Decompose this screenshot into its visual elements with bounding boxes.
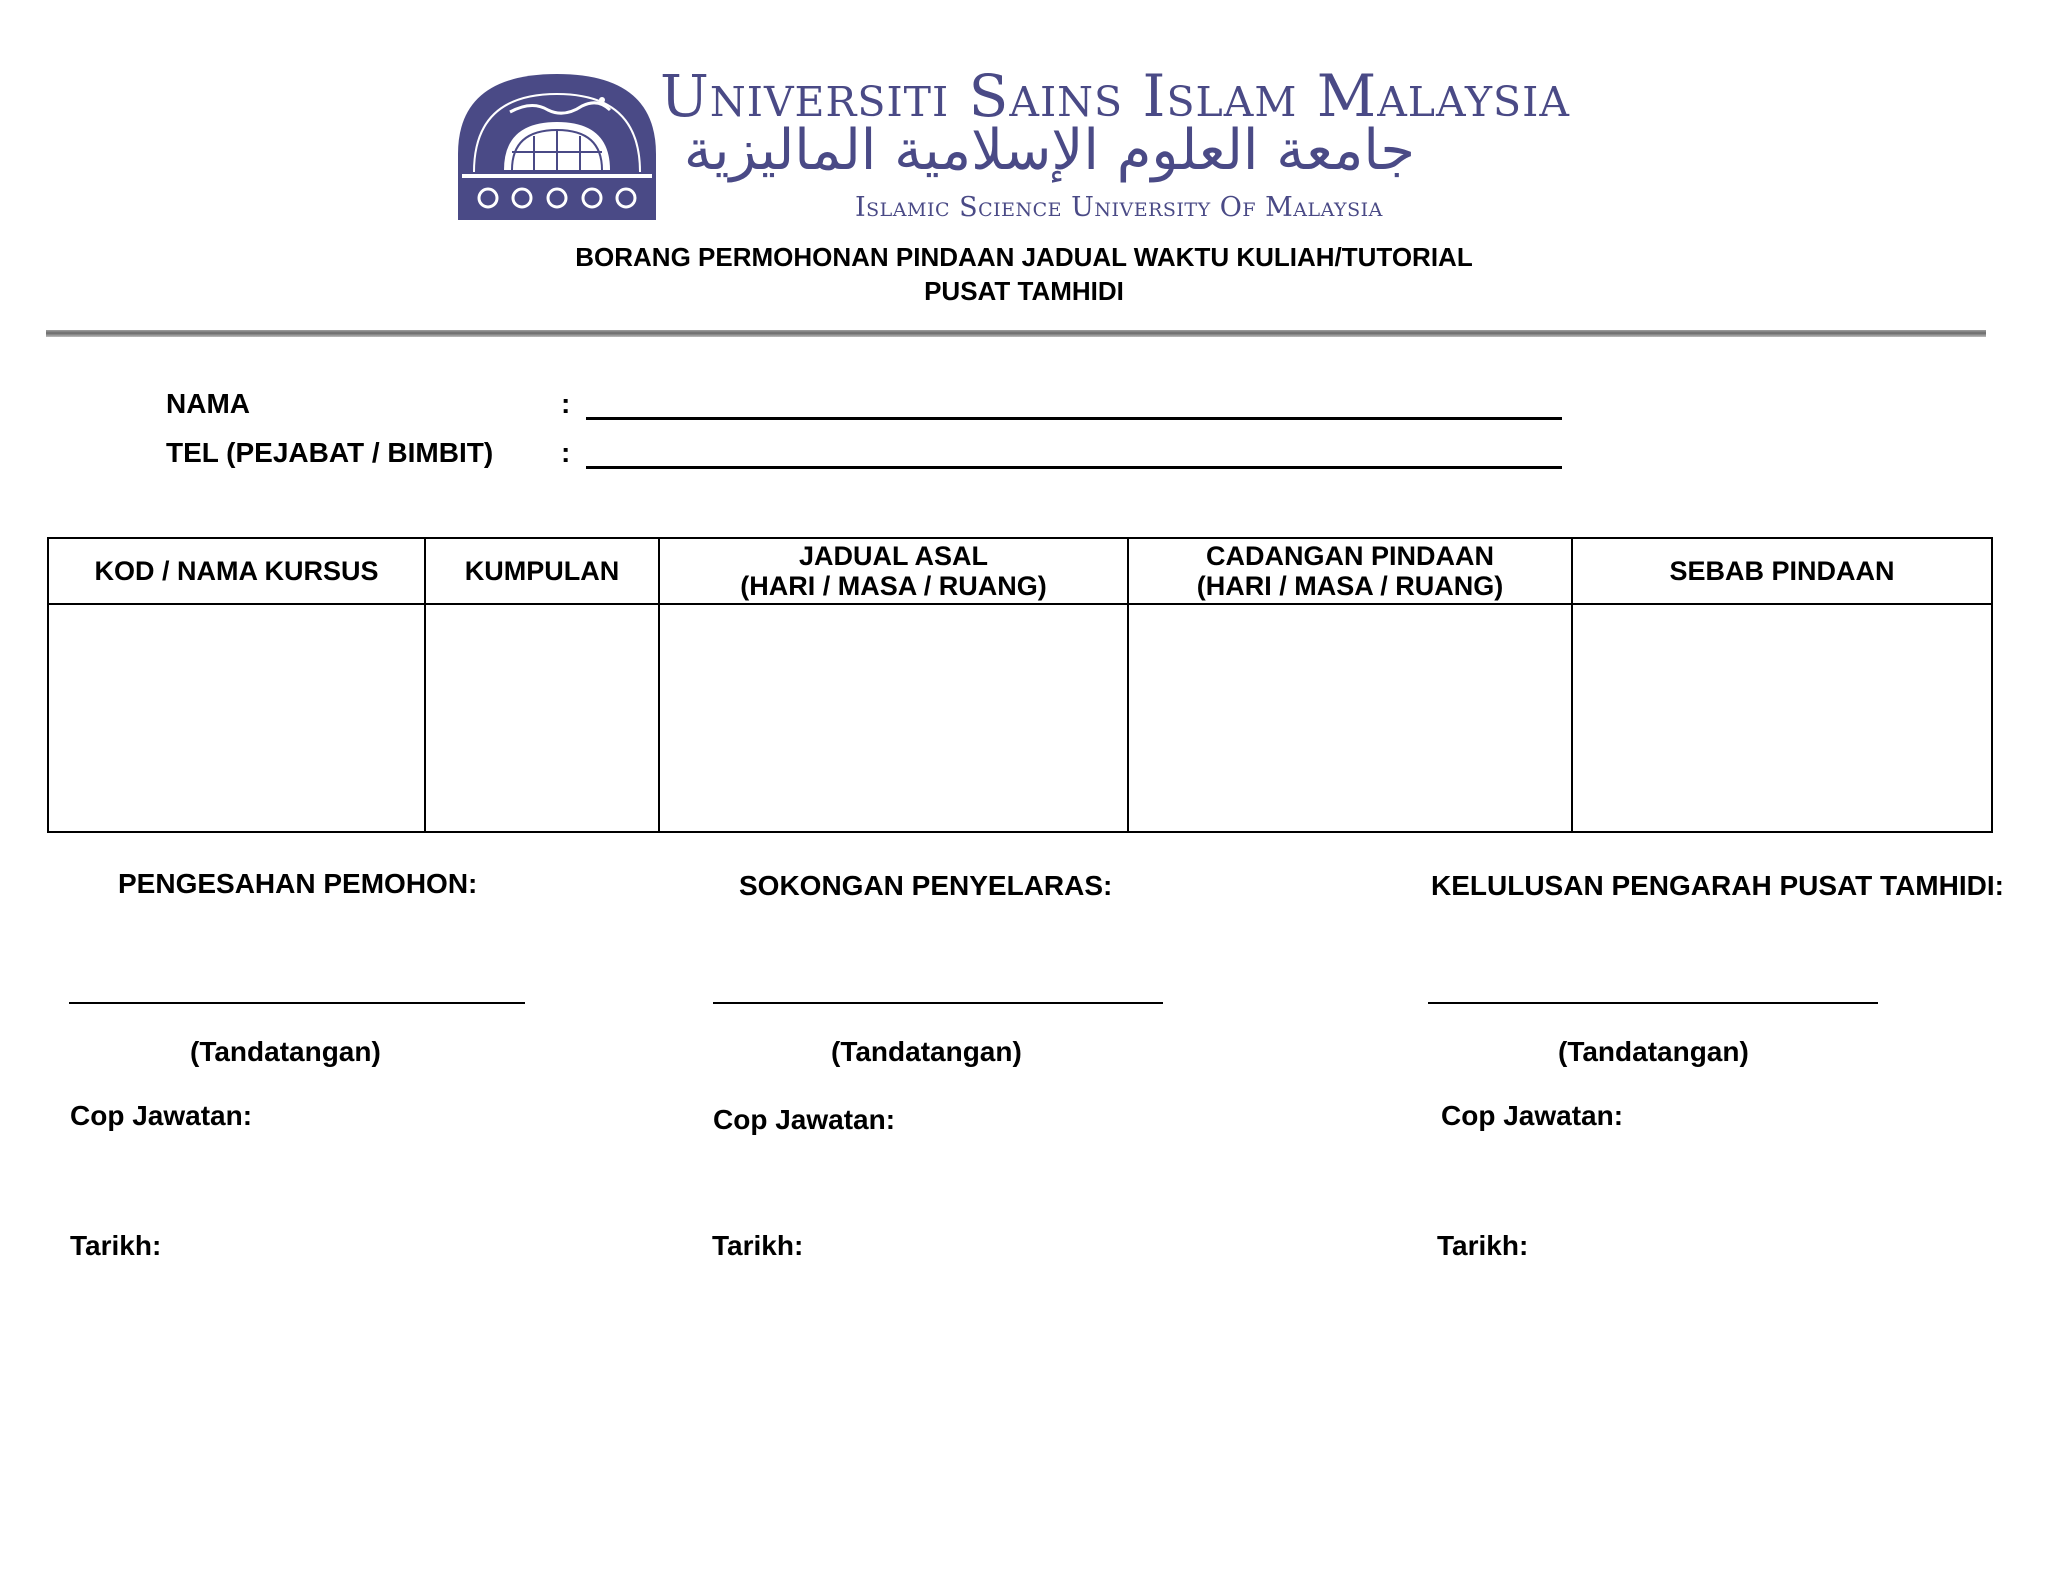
- coordinator-signature-caption: (Tandatangan): [831, 1036, 1022, 1067]
- director-approval-heading: KELULUSAN PENGARAH PUSAT TAMHIDI:: [1431, 870, 2004, 901]
- university-name-arabic: جامعة العلوم الإسلامية الماليزية: [683, 118, 1415, 183]
- director-date-label: Tarikh:: [1437, 1230, 1529, 1261]
- table-row: [48, 604, 1992, 832]
- form-title: BORANG PERMOHONAN PINDAAN JADUAL WAKTU KULIAH/TUTORIAL: [575, 242, 1473, 272]
- cell-course-code[interactable]: [48, 604, 425, 832]
- header-proposed-amendment: CADANGAN PINDAAN (HARI / MASA / RUANG): [1128, 538, 1572, 604]
- header-course-code: KOD / NAMA KURSUS: [48, 538, 425, 604]
- phone-colon: :: [561, 437, 571, 468]
- amendment-table: [47, 537, 1993, 833]
- director-stamp-label: Cop Jawatan:: [1441, 1100, 1624, 1131]
- phone-input-line[interactable]: [586, 466, 1562, 469]
- header-divider: [46, 330, 1986, 337]
- cell-amendment-reason[interactable]: [1572, 604, 1992, 832]
- applicant-signature-line[interactable]: [69, 1002, 525, 1004]
- cell-group[interactable]: [425, 604, 659, 832]
- header-amendment-reason: SEBAB PINDAAN: [1572, 538, 1992, 604]
- table-header-row: [48, 538, 1992, 604]
- applicant-signature-caption: (Tandatangan): [190, 1036, 381, 1067]
- phone-label: TEL (PEJABAT / BIMBIT): [166, 437, 494, 468]
- applicant-signature-heading: PENGESAHAN PEMOHON:: [118, 868, 478, 899]
- cell-original-schedule[interactable]: [659, 604, 1128, 832]
- header-original-schedule: JADUAL ASAL (HARI / MASA / RUANG): [659, 538, 1128, 604]
- applicant-stamp-label: Cop Jawatan:: [70, 1100, 253, 1131]
- applicant-date-label: Tarikh:: [70, 1230, 162, 1261]
- header-group: KUMPULAN: [425, 538, 659, 604]
- university-name: Universiti Sains Islam Malaysia: [660, 62, 1570, 130]
- coordinator-stamp-label: Cop Jawatan:: [713, 1104, 896, 1135]
- coordinator-date-label: Tarikh:: [712, 1230, 804, 1261]
- director-signature-line[interactable]: [1428, 1002, 1878, 1004]
- coordinator-signature-line[interactable]: [713, 1002, 1163, 1004]
- university-name-english: Islamic Science University Of Malaysia: [855, 192, 1383, 223]
- form-subtitle: PUSAT TAMHIDI: [924, 276, 1124, 306]
- coordinator-support-heading: SOKONGAN PENYELARAS:: [739, 870, 1113, 901]
- name-input-line[interactable]: [586, 417, 1562, 420]
- cell-proposed-amendment[interactable]: [1128, 604, 1572, 832]
- name-colon: :: [561, 388, 571, 419]
- name-label: NAMA: [166, 388, 250, 419]
- university-emblem-icon: [452, 70, 662, 220]
- director-signature-caption: (Tandatangan): [1558, 1036, 1749, 1067]
